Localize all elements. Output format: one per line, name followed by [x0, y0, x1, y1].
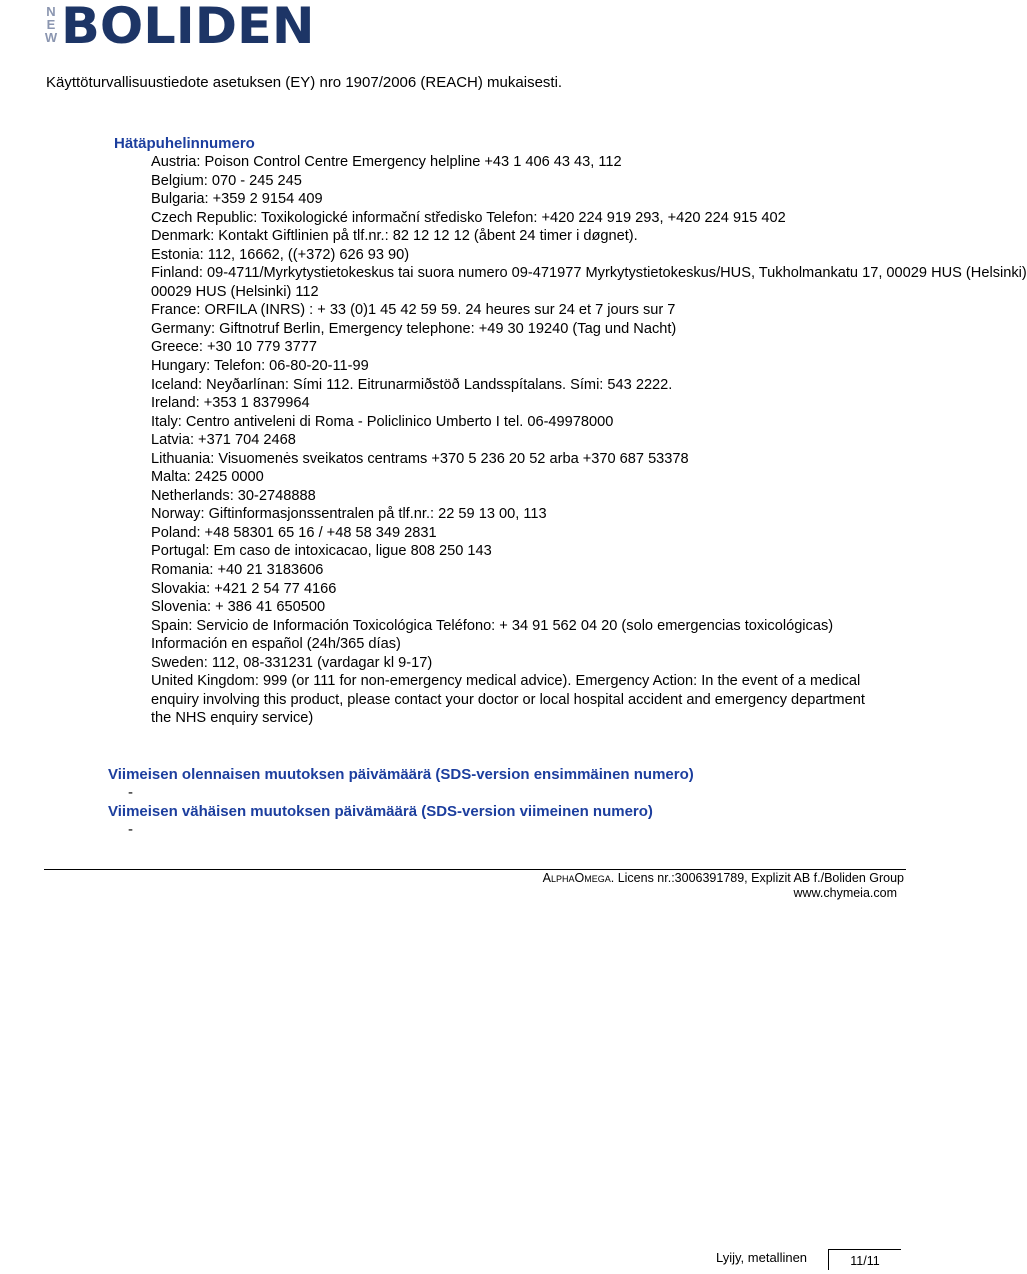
contact-finland: Finland: 09-4711/Myrkytystietokeskus tai suora numero 09-471977 Myrkytystietokeskus/HUS, Tukholmankatu 17, 00029 HUS (Helsinki)	[151, 265, 1027, 282]
contact-austria: Austria: Poison Control Centre Emergency helpline +43 1 406 43 43, 112	[151, 154, 622, 170]
emergency-contact-list	[151, 153, 1027, 728]
contact-romania: Romania: +40 21 3183606	[151, 562, 324, 579]
regulation-line: Käyttöturvallisuustiedote asetuksen (EY) nro 1907/2006 (REACH) mukaisesti.	[46, 74, 563, 91]
logo-new-letter-e: E	[46, 17, 56, 32]
contact-bulgaria: Bulgaria: +359 2 9154 409	[151, 191, 323, 208]
contact-finland-cont: 00029 HUS (Helsinki) 112	[151, 283, 319, 300]
contact-slovakia: Slovakia: +421 2 54 77 4166	[151, 580, 337, 597]
contact-hungary: Hungary: Telefon: 06-80-20-11-99	[151, 358, 369, 375]
contact-united-kingdom: United Kingdom: 999 (or 111 for non-emergency medical advice). Emergency Action: In the event of a medical	[151, 673, 861, 690]
page-number: 11/11	[828, 1249, 901, 1270]
boliden-logo	[44, 0, 315, 55]
contact-denmark: Denmark: Kontakt Giftlinien på tlf.nr.: 82 12 12 12 (åbent 24 timer i døgnet).	[151, 228, 638, 245]
contact-estonia: Estonia: 112, 16662, ((+372) 626 93 90)	[151, 246, 410, 263]
footer-license-text: Licens nr.:3006391789, Explizit AB f./Boliden Group	[614, 871, 904, 885]
major-revision-value: -	[128, 784, 133, 801]
minor-revision-heading: Viimeisen vähäisen muutoksen päivämäärä (SDS-version viimeinen numero)	[108, 803, 653, 820]
contact-italy: Italy: Centro antiveleni di Roma - Policlinico Umberto I tel. 06-49978000	[151, 413, 614, 430]
logo-wordmark: BOLIDEN	[61, 0, 315, 55]
contact-norway: Norway: Giftinformasjonssentralen på tlf.nr.: 22 59 13 00, 113	[151, 506, 547, 523]
contact-sweden: Sweden: 112, 08-331231 (vardagar kl 9-17)	[151, 654, 433, 671]
footer-divider	[44, 869, 906, 870]
logo-new-letter-n: N	[46, 4, 56, 19]
contact-lithuania: Lithuania: Visuomenės sveikatos centrams +370 5 236 20 52 arba +370 687 53378	[151, 450, 689, 467]
contact-malta: Malta: 2425 0000	[151, 469, 264, 486]
contact-spain-cont: Información en español (24h/365 días)	[151, 636, 401, 653]
contact-poland: Poland: +48 58301 65 16 / +48 58 349 2831	[151, 524, 437, 541]
contact-slovenia: Slovenia: + 386 41 650500	[151, 599, 326, 616]
emergency-heading: Hätäpuhelinnumero	[114, 135, 255, 152]
contact-netherlands: Netherlands: 30-2748888	[151, 487, 316, 504]
product-name: Lyijy, metallinen	[716, 1250, 808, 1265]
contact-germany: Germany: Giftnotruf Berlin, Emergency telephone: +49 30 19240 (Tag und Nacht)	[151, 320, 677, 337]
contact-spain: Spain: Servicio de Información Toxicológica Teléfono: + 34 91 562 04 20 (solo emergencias toxicológicas)	[151, 617, 834, 634]
logo-new-mark	[44, 5, 58, 44]
contact-czech-republic: Czech Republic: Toxikologické informační středisko Telefon: +420 224 919 293, +420 224 915 402	[151, 209, 786, 226]
footer-brand: AlphaOmega.	[542, 871, 615, 885]
contact-greece: Greece: +30 10 779 3777	[151, 339, 317, 356]
major-revision-heading: Viimeisen olennaisen muutoksen päivämäärä (SDS-version ensimmäinen numero)	[108, 766, 694, 783]
contact-ireland: Ireland: +353 1 8379964	[151, 395, 310, 412]
logo-new-letter-w: W	[44, 30, 58, 45]
contact-belgium: Belgium: 070 - 245 245	[151, 172, 302, 189]
footer-license	[543, 871, 904, 885]
minor-revision-value: -	[128, 821, 133, 838]
contact-united-kingdom-cont2: the NHS enquiry service)	[151, 710, 314, 727]
contact-united-kingdom-cont: enquiry involving this product, please contact your doctor or local hospital accident and emergency department	[151, 691, 865, 708]
contact-portugal: Portugal: Em caso de intoxicacao, ligue 808 250 143	[151, 543, 492, 560]
contact-latvia: Latvia: +371 704 2468	[151, 432, 296, 449]
contact-france: France: ORFILA (INRS) : + 33 (0)1 45 42 59 59. 24 heures sur 24 et 7 jours sur 7	[151, 302, 676, 319]
footer-url[interactable]: www.chymeia.com	[793, 886, 897, 900]
contact-iceland: Iceland: Neyðarlínan: Sími 112. Eitrunarmiðstöð Landsspítalans. Sími: 543 2222.	[151, 376, 673, 393]
